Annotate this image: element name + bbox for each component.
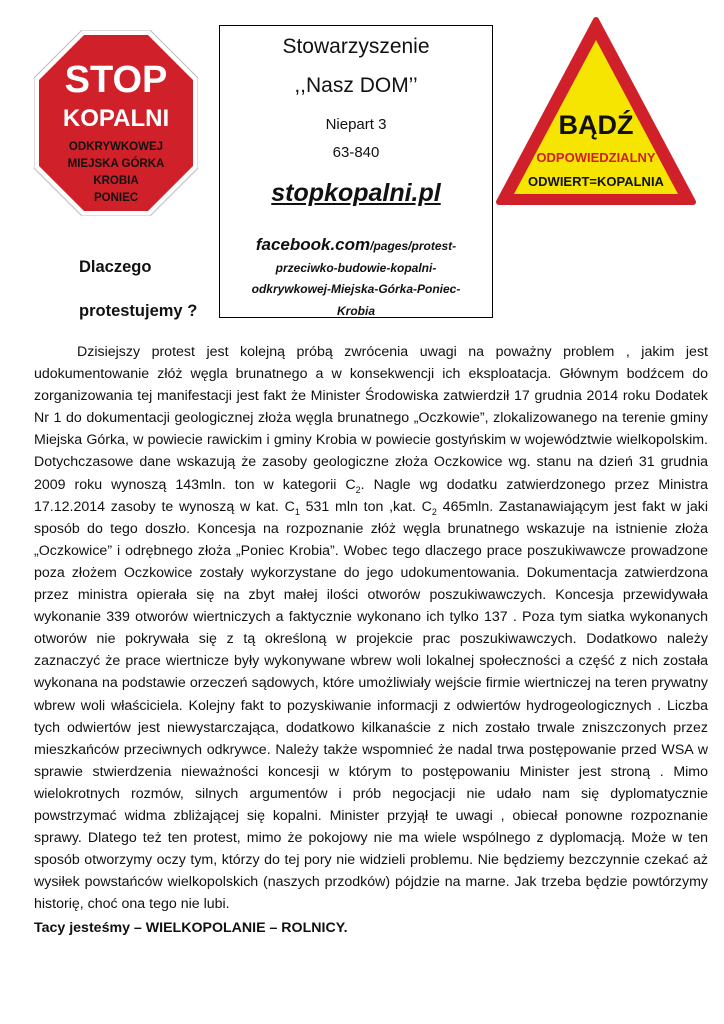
body-text-part-2: . Nagle wg dodatku zatwierdzonego przez Ministra 17.12.2014 zasoby te wynoszą w kat. C: [34, 476, 708, 515]
heading-dlaczego: Dlaczego: [79, 258, 152, 276]
association-name: ,,Nasz DOM’’: [294, 74, 418, 97]
body-text-part-3: 531 mln ton ,kat. C: [299, 498, 432, 515]
facebook-domain: facebook.com: [255, 235, 371, 254]
body-text-part-4: 465mln. Zastanawiającym jest fakt w jaki sposób do tego doszło. Koncesja na rozpoznanie złóż węgla brunatnego wskazuje na istnienie złoża „Oczkowice” i odrębnego złoża „Poniec Krobia”. Wobec tego dlaczego prace poszukiwawcze prowadzone poza złożem Oczkowice zostały wykorzystane do jego udokumentowania. Dokumentacja zatwierdzona przez ministra opierała się na zbyt małej ilości otworów poszukiwawczych. Koncesja przewidywała wykonanie 339 otworów wiertniczych a faktycznie wykonano ich tylko 137 . Poza tym siatka wykonanych otworów nie pokrywała się z tą określoną w projekcie prac poszukiwawczych. Dodatkowo należy zaznaczyć że prace wiertnicze były wykonywane wbrew woli lokalnej społeczności a część z nich została wykonana na podstawie orzeczeń sądowych, które umożliwiały wejście firmie wiertniczej na teren prywatny wbrew woli właściciela. Kolejny fakt to pozyskiwanie informacji z odwiertów hydrogeologicznych . Liczba tych odwiertów jest niewystarczająca, dodatkowo kilkanaście z nich zostało trwale zniszczonych przez mieszkańców przeciwnych odkrywce. Należy także wspomnieć że nadal trwa postępowanie przed WSA w sprawie stwierdzenia nieważności koncesji w którym to postępowaniu Minister jest stroną . Mimo wielokrotnych rozmów, silnych argumentów i prób negocjacji nie udało nam się dyplomatycznie powstrzymać widma zbliżającej się kopalni. Minister przyjął te uwagi , obiecał ponowne rozpoznanie sprawy. Dlatego też ten protest, mimo że pokojowy nie ma wiele wspólnego z dyplomacją. Może w ten sposób otworzymy oczy tym, którzy do tej pory nie widzieli problemu. Nie będziemy bezczynnie czekać aż wysiłek powstańców wielkopolskich (naszych przodków) pójdzie na marne. Jak trzeba będzie powtórzymy historię, choć ona tego nie lubi.: [34, 498, 708, 913]
stop-sign-logo: [34, 30, 198, 216]
warning-odpowiedzialny: ODPOWIEDZIALNY: [536, 150, 656, 165]
heading-protestujemy: protestujemy ?: [79, 302, 198, 320]
warning-triangle-logo: [495, 16, 697, 206]
stop-word: STOP: [64, 59, 168, 101]
address-zip: 63-840: [332, 144, 380, 161]
stop-line-miejska-gorka: MIEJSKA GÓRKA: [67, 158, 165, 170]
body-text-part-1: Dzisiejszy protest jest kolejną próbą zwrócenia uwagi na poważny problem , jakim jest udokumentowanie złóż węgla brunatnego a w konsekwencji ich eksploatacja. Głównym bodźcem do zorganizowania tej manifestacji jest fakt że Minister Środowiska zatwierdził 17 grudnia 2014 roku Dodatek Nr 1 do dokumentacji geologicznej złoża węgla brunatnego „Oczkowie”, zlokalizowanego na terenie gminy Miejska Górka, w powiecie rawickim i gminy Krobia w powiecie gostyńskim w województwie wielkopolskim. Dotychczasowe dane wskazują że zasoby geologiczne złoża Oczkowice wg. stanu na dzień 31 grudnia 2009 roku wynoszą 143mln. ton w kategorii C: [34, 344, 708, 493]
closing-statement: Tacy jesteśmy – WIELKOPOLANIE – ROLNICY.: [34, 920, 348, 936]
association-type: Stowarzyszenie: [282, 35, 430, 58]
address-street: Niepart 3: [325, 116, 387, 133]
website-link[interactable]: stopkopalni.pl: [271, 179, 441, 207]
stop-kopalni: KOPALNI: [62, 105, 170, 132]
stop-line-poniec: PONIEC: [93, 192, 139, 204]
body-subscript-c2-a: 2: [355, 484, 361, 495]
stop-line-krobia: KROBIA: [93, 175, 139, 187]
facebook-path-2: przeciwko-budowie-kopalni-: [275, 260, 437, 275]
warning-odwiert: ODWIERT=KOPALNIA: [528, 174, 664, 189]
facebook-path-4: Krobia: [336, 303, 375, 318]
body-paragraph: [34, 341, 708, 915]
body-subscript-c1: 1: [294, 506, 300, 517]
warning-badz: BĄDŹ: [558, 110, 634, 140]
association-info-box: [219, 25, 493, 318]
stop-line-odkrywkowej: ODKRYWKOWEJ: [68, 141, 164, 153]
protest-body-text: [34, 341, 708, 915]
facebook-path-3: odkrywkowej-Miejska-Górka-Poniec-: [251, 282, 461, 296]
facebook-link[interactable]: [220, 234, 492, 322]
body-subscript-c2-b: 2: [431, 506, 437, 517]
facebook-path-1: /pages/protest-: [370, 239, 457, 253]
